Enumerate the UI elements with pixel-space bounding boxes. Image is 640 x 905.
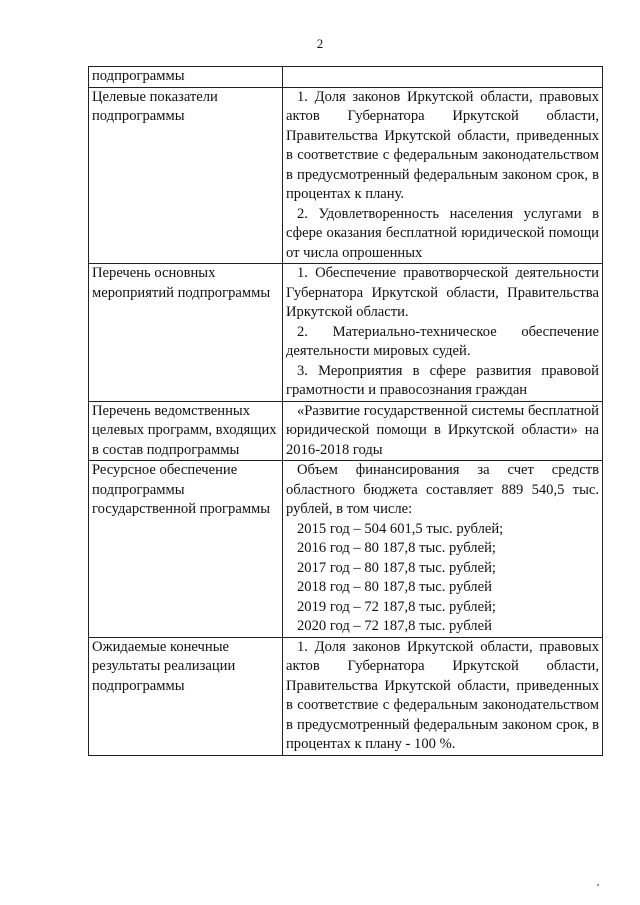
page-number: 2 [316,36,324,51]
row-label-cell [89,461,283,638]
funding-year-line: 2018 год – 80 187,8 тыс. рублей [297,579,492,595]
table-row [89,67,603,88]
row-label: Ресурсное обеспечение подпрограммы государственной программы [92,462,271,517]
row-label: Ожидаемые конечные результаты реализации подпрограммы [92,638,236,694]
paragraph: «Развитие государственной системы бесплатной юридической помощи в Иркутской области» на 2016-2018 годы [286,402,599,458]
paragraph: 2. Материально-техническое обеспечение деятельности мировых судей. [286,323,599,359]
paragraph: 1. Доля законов Иркутской области, правовых актов Губернатора Иркутской области, Правительства Иркутской области, приведенных в соответствие с федеральным законодательством в предусмотренный федеральным законом срок, в процентах к плану - 100 %. [286,638,599,752]
row-label: Перечень ведомственных целевых программ, входящих в состав подпрограммы [92,402,277,458]
row-label: Целевые показатели подпрограммы [92,88,218,124]
table-row [89,637,603,755]
row-label-cell [89,264,283,402]
row-label-cell [89,87,283,264]
row-value-cell [283,264,603,402]
row-value-cell [283,637,603,755]
paragraph: 2. Удовлетворенность населения услугами в сфере оказания бесплатной юридической помощи от числа опрошенных [286,205,599,261]
paragraph: 1. Обеспечение правотворческой деятельности Губернатора Иркутской области, Правительства Иркутской области. [286,265,599,320]
table-row [89,401,603,461]
paragraph: Объем финансирования за счет средств областного бюджета составляет 889 540,5 тыс. рублей, в том числе: [286,462,599,517]
row-label-cell [89,67,283,88]
funding-year-line: 2016 год – 80 187,8 тыс. рублей; [297,540,496,556]
row-label: подпрограммы [92,68,185,84]
row-value-cell [283,87,603,264]
funding-year-line: 2017 год – 80 187,8 тыс. рублей; [297,559,496,576]
paragraph: 1. Доля законов Иркутской области, правовых актов Губернатора Иркутской области, Правительства Иркутской области, приведенных в соответствие с федеральным законодательством в предусмотренный федеральным законом срок, в процентах к плану. [286,88,599,202]
funding-year-line: 2019 год – 72 187,8 тыс. рублей; [297,598,496,615]
table-row [89,461,603,638]
funding-year-line: 2020 год – 72 187,8 тыс. рублей [297,618,492,634]
table-row [89,264,603,402]
row-value-cell [283,67,603,88]
paragraph: 3. Мероприятия в сфере развития правовой грамотности и правосознания граждан [286,362,599,398]
row-value-cell [283,461,603,638]
row-value-cell [283,401,603,461]
row-label-cell [89,637,283,755]
funding-year-line: 2015 год – 504 601,5 тыс. рублей; [297,520,504,537]
row-label: Перечень основных мероприятий подпрограммы [92,265,271,301]
subprogram-passport-table [88,66,603,756]
table-row [89,87,603,264]
row-label-cell [89,401,283,461]
scan-speck [597,884,599,886]
